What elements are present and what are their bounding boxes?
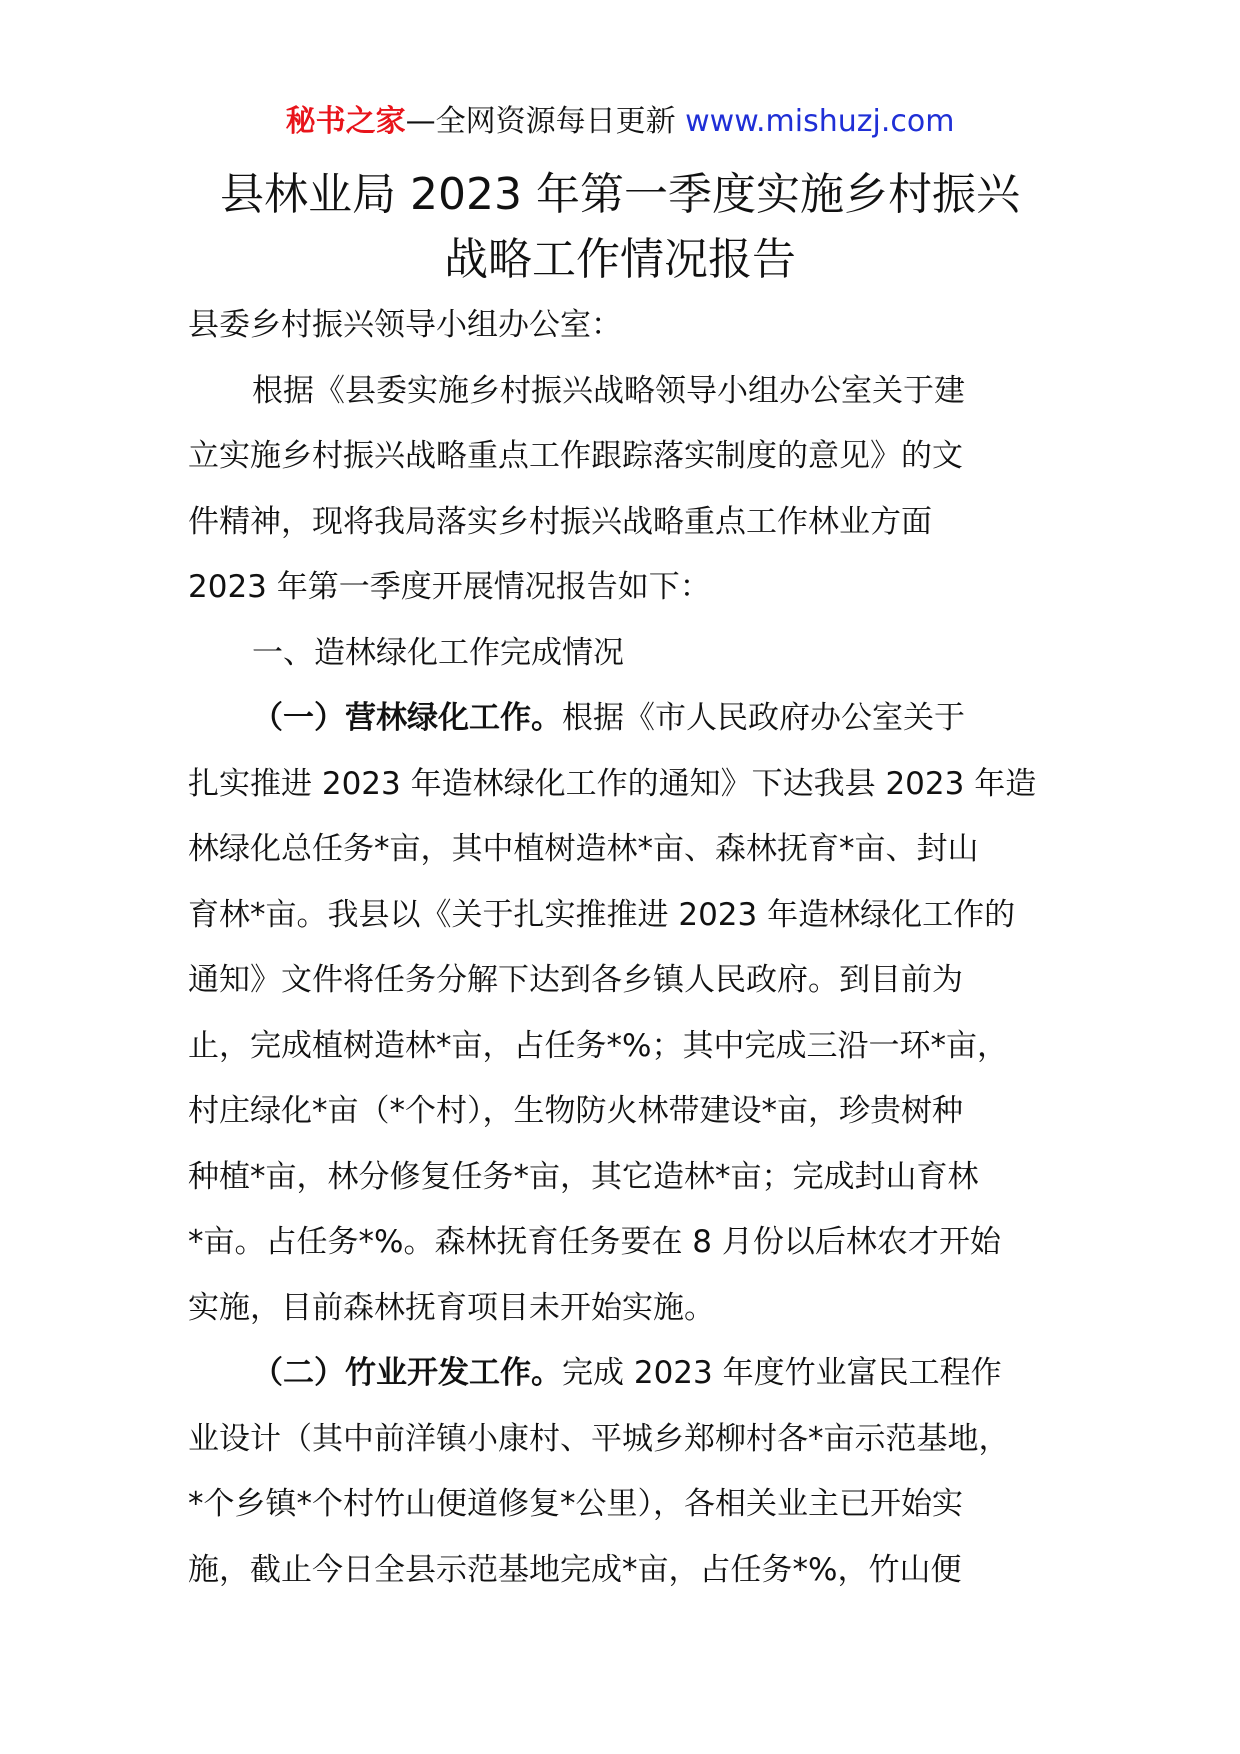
document-title-line-1: 县林业局 2023 年第一季度实施乡村振兴 bbox=[220, 169, 1020, 220]
document-title-line-2: 战略工作情况报告 bbox=[444, 234, 796, 285]
site-url-link[interactable]: www.mishuzj.com bbox=[685, 104, 955, 139]
subsection-heading: （二）竹业开发工作。 bbox=[252, 1355, 562, 1391]
paragraph-text: 完成 2023 年度竹业富民工程作 bbox=[562, 1355, 1002, 1391]
paragraph-line: 止，完成植树造林*亩，占任务*%；其中完成三沿一环*亩， bbox=[188, 1027, 1008, 1064]
paragraph-line: 林绿化总任务*亩，其中植树造林*亩、森林抚育*亩、封山 bbox=[188, 831, 979, 867]
paragraph-line: 扎实推进 2023 年造林绿化工作的通知》下达我县 2023 年造 bbox=[188, 765, 1037, 802]
paragraph-line bbox=[188, 1341, 1068, 1407]
site-header bbox=[0, 100, 1240, 144]
site-tagline: —全网资源每日更新 bbox=[405, 104, 686, 139]
addressee: 县委乡村振兴领导小组办公室： bbox=[188, 307, 622, 343]
document-body bbox=[188, 293, 1068, 1603]
paragraph-line: *亩。占任务*%。森林抚育任务要在 8 月份以后林农才开始 bbox=[188, 1224, 1001, 1260]
paragraph-line: *个乡镇*个村竹山便道修复*公里），各相关业主已开始实 bbox=[188, 1486, 963, 1522]
site-brand: 秘书之家 bbox=[285, 104, 406, 139]
paragraph-line: 施，截止今日全县示范基地完成*亩，占任务*%，竹山便 bbox=[188, 1551, 962, 1588]
paragraph-line: 种植*亩，林分修复任务*亩，其它造林*亩；完成封山育林 bbox=[188, 1158, 979, 1195]
paragraph-text: 根据《市人民政府办公室关于 bbox=[562, 700, 965, 736]
subsection-heading: （一）营林绿化工作。 bbox=[252, 700, 562, 736]
paragraph-line: 村庄绿化*亩（*个村），生物防火林带建设*亩，珍贵树种 bbox=[188, 1093, 963, 1129]
paragraph-line: 实施，目前森林抚育项目未开始实施。 bbox=[188, 1289, 715, 1326]
paragraph-line: 2023 年第一季度开展情况报告如下： bbox=[188, 569, 711, 605]
paragraph-line: 根据《县委实施乡村振兴战略领导小组办公室关于建 bbox=[252, 372, 965, 409]
paragraph-line: 立实施乡村振兴战略重点工作跟踪落实制度的意见》的文 bbox=[188, 438, 963, 474]
paragraph-line: 育林*亩。我县以《关于扎实推推进 2023 年造林绿化工作的 bbox=[188, 896, 1016, 933]
paragraph-line: 通知》文件将任务分解下达到各乡镇人民政府。到目前为 bbox=[188, 962, 963, 998]
paragraph-line: 件精神，现将我局落实乡村振兴战略重点工作林业方面 bbox=[188, 503, 932, 540]
paragraph-line bbox=[188, 686, 1068, 752]
section-heading: 一、造林绿化工作完成情况 bbox=[252, 634, 624, 671]
paragraph-line: 业设计（其中前洋镇小康村、平城乡郑柳村各*亩示范基地， bbox=[188, 1420, 1010, 1457]
